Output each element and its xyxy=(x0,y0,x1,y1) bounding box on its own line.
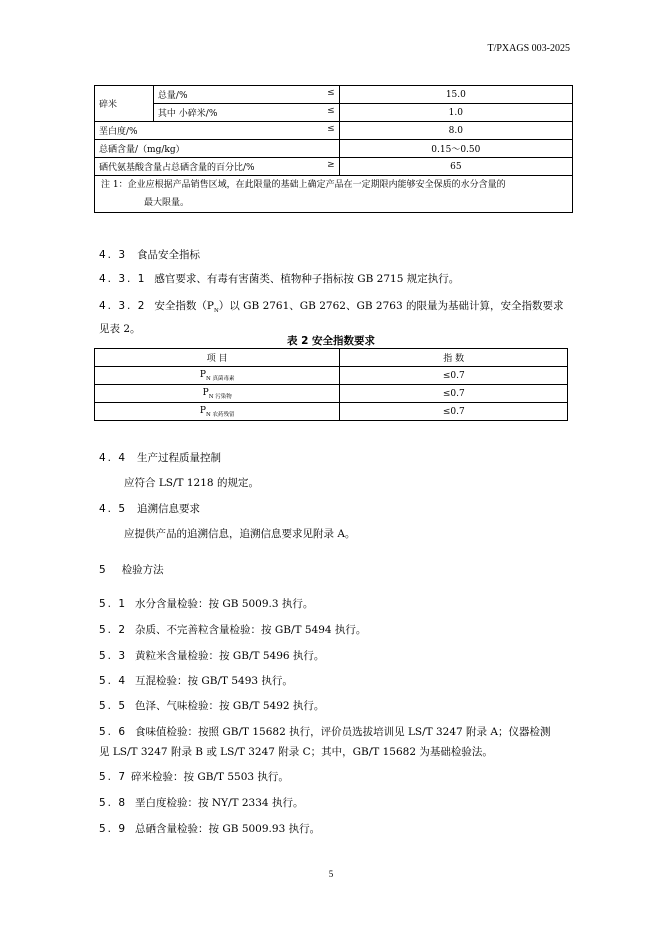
limit-value: 15.0 xyxy=(339,86,572,104)
column-header-value: 指 数 xyxy=(340,349,568,367)
table-row xyxy=(95,403,568,421)
section-title: 生产过程质量控制 xyxy=(137,452,222,464)
clause-5-6 xyxy=(99,723,574,761)
section-heading-4-3 xyxy=(99,247,200,262)
item-label: 总硒含量/（mg/kg） xyxy=(99,145,185,155)
safety-index-table xyxy=(94,348,568,421)
standard-code: T/PXAGS 003-2025 xyxy=(487,43,570,54)
index-value: ≤0.7 xyxy=(340,403,568,421)
clause-number: 5. 5 xyxy=(99,700,128,712)
clause-subscript: N xyxy=(213,308,219,315)
clause-text: 碎米检验：按 GB/T 5503 执行。 xyxy=(131,771,289,783)
limit-value: 0.15～0.50 xyxy=(339,140,572,158)
clause-text-pre: 安全指数（P xyxy=(154,300,214,312)
clause-5-1 xyxy=(99,595,313,613)
item-label: 其中 小碎米/% xyxy=(157,109,218,119)
clause-text-line2: 见表 2。 xyxy=(99,323,141,336)
index-symbol: P xyxy=(199,369,206,380)
index-subscript: N 真菌毒素 xyxy=(205,375,235,382)
section-number: 4. 5 xyxy=(99,503,128,515)
clause-number: 5. 4 xyxy=(99,675,128,687)
section-number: 5 xyxy=(99,564,108,576)
operator: ≤ xyxy=(327,106,335,116)
clause-text: 水分含量检验：按 GB 5009.3 执行。 xyxy=(135,598,314,610)
clause-number: 5. 2 xyxy=(99,624,128,636)
clause-text: 互混检验：按 GB/T 5493 执行。 xyxy=(135,675,293,687)
clause-number: 5. 8 xyxy=(99,797,128,809)
section-title: 检验方法 xyxy=(121,564,164,576)
clause-text: 色泽、气味检验：按 GB/T 5492 执行。 xyxy=(135,700,325,712)
section-4-4-text: 应符合 LS/T 1218 的规定。 xyxy=(124,477,259,489)
table-row xyxy=(95,86,573,104)
clause-5-9 xyxy=(99,820,320,838)
clause-text-post: ）以 GB 2761、GB 2762、GB 2763 的限量为基础计算，安全指数要求 xyxy=(218,300,564,312)
clause-number: 4. 3. 2 xyxy=(99,300,147,312)
table-header-row xyxy=(95,349,568,367)
section-heading-5 xyxy=(99,562,164,577)
operator: ≥ xyxy=(327,160,335,170)
clause-5-8 xyxy=(99,794,303,812)
section-title: 食品安全指标 xyxy=(137,249,201,261)
clause-text: 感官要求、有毒有害菌类、植物种子指标按 GB 2715 规定执行。 xyxy=(154,273,460,285)
clause-number: 5. 7 xyxy=(99,771,128,783)
clause-text: 杂质、不完善粒含量检验：按 GB/T 5494 执行。 xyxy=(135,624,367,636)
quality-table xyxy=(94,85,573,213)
index-value: ≤0.7 xyxy=(340,367,568,385)
table-row xyxy=(95,385,568,403)
note-line-2: 最大限量。 xyxy=(144,198,190,208)
item-label: 硒代氨基酸含量占总硒含量的百分比/% xyxy=(99,163,255,173)
section-heading-4-4 xyxy=(99,450,221,465)
section-number: 4. 4 xyxy=(99,452,128,464)
limit-value: 65 xyxy=(339,158,572,176)
clause-text-line2: 见 LS/T 3247 附录 B 或 LS/T 3247 附录 C；其中，GB/T 15682 为基础检验法。 xyxy=(99,746,493,758)
clause-5-3 xyxy=(99,647,324,665)
table-row xyxy=(95,104,573,122)
clause-text: 垩白度检验：按 NY/T 2334 执行。 xyxy=(135,797,304,809)
table-note xyxy=(95,176,573,213)
clause-number: 5. 6 xyxy=(99,726,128,738)
section-4-5-text: 应提供产品的追溯信息，追溯信息要求见附录 A。 xyxy=(124,528,356,540)
table-row xyxy=(95,158,573,176)
page-number: 5 xyxy=(328,869,334,879)
clause-5-2 xyxy=(99,621,366,639)
index-symbol: P xyxy=(202,387,209,398)
table-row xyxy=(95,122,573,140)
index-subscript: N 农药残留 xyxy=(205,411,235,418)
section-number: 4. 3 xyxy=(99,249,128,261)
item-label: 垩白度/% xyxy=(99,127,138,137)
table-note-row xyxy=(95,176,573,213)
operator: ≤ xyxy=(327,88,335,98)
clause-text: 总硒含量检验：按 GB 5009.93 执行。 xyxy=(135,823,321,835)
index-symbol: P xyxy=(199,405,206,416)
item-label: 总量/% xyxy=(157,91,188,101)
clause-text: 黄粒米含量检验：按 GB/T 5496 执行。 xyxy=(135,650,325,662)
row-group-label: 碎米 xyxy=(95,86,154,122)
clause-5-5 xyxy=(99,697,324,715)
clause-text-line1: 食味值检验：按照 GB/T 15682 执行，评价员选拔培训见 LS/T 3247 附录 A；仪器检测 xyxy=(135,726,551,738)
clause-number: 4. 3. 1 xyxy=(99,273,147,285)
clause-4-3-2 xyxy=(99,297,574,338)
clause-5-4 xyxy=(99,672,293,690)
table-row xyxy=(95,367,568,385)
clause-5-7 xyxy=(99,768,289,786)
table-caption: 表 2 安全指数要求 xyxy=(286,335,376,347)
operator: ≤ xyxy=(327,124,335,134)
section-heading-4-5 xyxy=(99,501,200,516)
clause-number: 5. 1 xyxy=(99,598,128,610)
clause-number: 5. 9 xyxy=(99,823,128,835)
section-title: 追溯信息要求 xyxy=(137,503,201,515)
clause-number: 5. 3 xyxy=(99,650,128,662)
column-header-item: 项 目 xyxy=(95,349,340,367)
limit-value: 1.0 xyxy=(339,104,572,122)
clause-4-3-1 xyxy=(99,270,459,288)
table-row xyxy=(95,140,573,158)
note-line-1: 注 1：企业应根据产品销售区域，在此限量的基础上确定产品在一定期限内能够安全保质的水分含量的 xyxy=(101,180,506,190)
index-value: ≤0.7 xyxy=(340,385,568,403)
index-subscript: N 污染物 xyxy=(208,393,232,400)
limit-value: 8.0 xyxy=(339,122,572,140)
